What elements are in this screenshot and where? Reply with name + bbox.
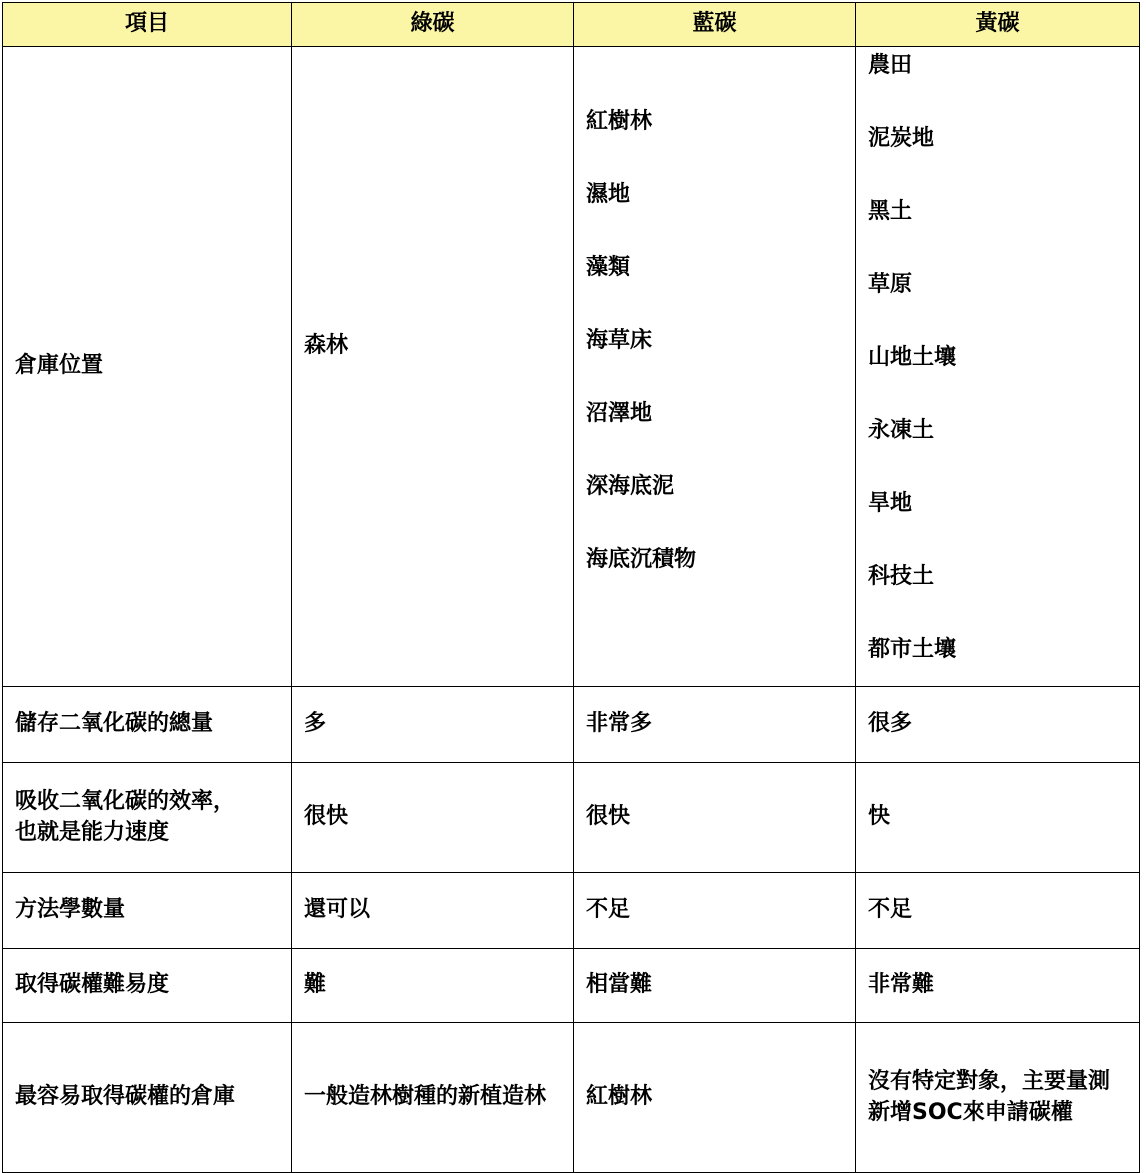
- list-item: 科技土: [868, 564, 935, 589]
- list-item: 藻類: [586, 255, 631, 280]
- row-label: [3, 763, 292, 873]
- list-item: 海底沉積物: [586, 547, 697, 572]
- row-label: 儲存二氧化碳的總量: [3, 687, 292, 763]
- green-cell: 森林: [292, 47, 574, 687]
- list-item: 山地土壤: [868, 345, 957, 370]
- header-yellow-carbon: 黃碳: [856, 3, 1140, 47]
- list-item: 紅樹林: [586, 109, 653, 134]
- table-row: [3, 687, 1140, 763]
- yellow-cell: 非常難: [856, 949, 1140, 1023]
- table-row: [3, 47, 1140, 687]
- yellow-cell: 沒有特定對象，主要量測新增SOC來申請碳權: [856, 1023, 1140, 1173]
- row-label: 倉庫位置: [3, 47, 292, 687]
- yellow-storage-list: [868, 29, 1127, 686]
- header-green-carbon: 綠碳: [292, 3, 574, 47]
- list-item: 海草床: [586, 328, 653, 353]
- blue-cell: 紅樹林: [574, 1023, 856, 1173]
- list-item: 旱地: [868, 491, 913, 516]
- blue-cell: 非常多: [574, 687, 856, 763]
- green-cell: 還可以: [292, 873, 574, 949]
- table-row: [3, 763, 1140, 873]
- table-row: [3, 1023, 1140, 1173]
- table-row: [3, 949, 1140, 1023]
- blue-cell: 不足: [574, 873, 856, 949]
- header-blue-carbon: 藍碳: [574, 3, 856, 47]
- list-item: 農田: [868, 53, 913, 78]
- blue-cell: 很快: [574, 763, 856, 873]
- green-cell: 多: [292, 687, 574, 763]
- blue-storage-list: [586, 85, 843, 596]
- green-cell: 難: [292, 949, 574, 1023]
- header-item: 項目: [3, 3, 292, 47]
- row-label: 取得碳權難易度: [3, 949, 292, 1023]
- list-item: 黑土: [868, 199, 913, 224]
- list-item: 都市土壤: [868, 637, 957, 662]
- list-item: 泥炭地: [868, 126, 935, 151]
- row-label: 方法學數量: [3, 873, 292, 949]
- list-item: 永凍土: [868, 418, 935, 443]
- list-item: 濕地: [586, 182, 631, 207]
- table-row: [3, 873, 1140, 949]
- yellow-cell: [856, 47, 1140, 687]
- green-cell: 一般造林樹種的新植造林: [292, 1023, 574, 1173]
- row-label-line: 也就是能力速度: [15, 819, 170, 845]
- yellow-cell: 不足: [856, 873, 1140, 949]
- yellow-cell: 快: [856, 763, 1140, 873]
- carbon-comparison-table: [2, 2, 1140, 1173]
- yellow-cell: 很多: [856, 687, 1140, 763]
- blue-cell: 相當難: [574, 949, 856, 1023]
- blue-cell: [574, 47, 856, 687]
- list-item: 草原: [868, 272, 913, 297]
- row-label: 最容易取得碳權的倉庫: [3, 1023, 292, 1173]
- list-item: 沼澤地: [586, 401, 653, 426]
- row-label-line: 吸收二氧化碳的效率，: [15, 788, 236, 814]
- green-cell: 很快: [292, 763, 574, 873]
- list-item: 深海底泥: [586, 474, 675, 499]
